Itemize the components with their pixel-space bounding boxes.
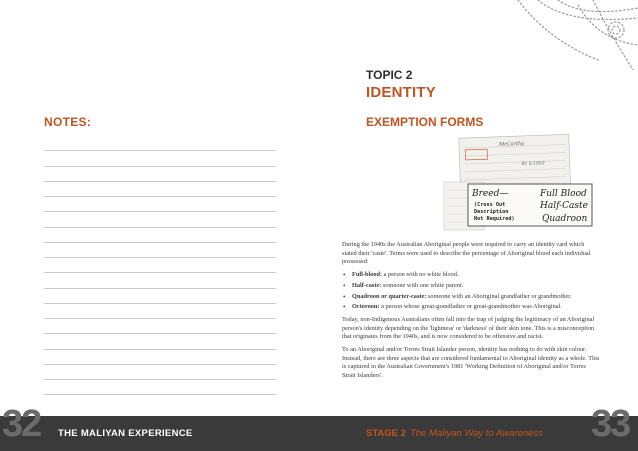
exemption-form-image: [442, 132, 594, 232]
note-line: [44, 136, 276, 151]
note-line: [44, 334, 276, 349]
note-line: [44, 258, 276, 273]
term-label: Half-caste:: [352, 281, 382, 289]
note-line: [44, 243, 276, 258]
note-line: [44, 273, 276, 288]
term-label: Octoroon:: [352, 303, 380, 311]
topic-label: TOPIC 2: [366, 68, 413, 82]
stamp-full-blood: Full Blood: [540, 189, 587, 199]
terms-list: [342, 271, 600, 312]
list-item: [342, 293, 600, 302]
stamp-half-caste: Half-Caste: [540, 201, 588, 211]
stamp-breed: Breed—: [472, 189, 509, 199]
note-line: [44, 212, 276, 227]
note-line: [44, 182, 276, 197]
note-line: [44, 304, 276, 319]
note-line: [44, 380, 276, 395]
term-definition: someone with an Aboriginal grandfather or grandmother.: [427, 292, 572, 300]
footer-book-title: THE MALIYAN EXPERIENCE: [58, 428, 193, 439]
paragraph-3: To an Aboriginal and/or Torres Strait Islander person, identity has nothing to do with skin colour. Instead, there are three aspects that are considered fundamental to Aboriginal identity as a whole. This is captured in the Australian Government's 1981 'Working Definition of Aboriginal and/or Torres Strait Islanders'.: [342, 346, 600, 380]
note-line: [44, 167, 276, 182]
stamp-cross-out: (Cross Out: [474, 202, 506, 208]
stamp-quadroon: Quadroon: [542, 214, 588, 224]
footer-stage: STAGE 2: [366, 428, 406, 439]
paragraph-2: Today, non-Indigenous Australians often fall into the trap of judging the legitimacy of an Aboriginal person's identity depending on the 'lightness' or 'darkness' of their skin tone. This is a misconception that originates from the 1940s, and is now considered to be offensive and racist.: [342, 315, 595, 341]
handwritten-name: McCarthy: [498, 140, 525, 148]
term-definition: a person with no white blood.: [383, 271, 459, 279]
right-page: [319, 0, 638, 451]
list-item: [342, 271, 600, 280]
note-line: [44, 151, 276, 166]
notes-title: NOTES:: [44, 115, 92, 129]
footer-stage-label: [366, 428, 543, 439]
topic-title: IDENTITY: [366, 84, 436, 101]
stamp-description: Description: [474, 209, 509, 215]
handwritten-number: 81 5-1953: [521, 161, 545, 168]
note-line: [44, 365, 276, 380]
intro-paragraph: During the 1940s the Australian Aboriginal people were required to carry an identity card which stated their 'caste'. Terms were used to describe the percentage of Aboriginal blood each individual possessed:: [342, 241, 591, 266]
note-lines: [44, 136, 276, 395]
body-text: [342, 241, 600, 385]
term-definition: someone with one white parent.: [382, 281, 464, 289]
page-number-right: 33: [591, 403, 630, 445]
note-line: [44, 350, 276, 365]
term-definition: a person whose great-grandfather or great-grandmother was Aboriginal.: [381, 303, 562, 311]
list-item: [342, 303, 600, 312]
note-line: [44, 228, 276, 243]
stamp-not-required: Not Required): [474, 216, 515, 222]
term-label: Full-blood:: [352, 271, 383, 279]
note-line: [44, 197, 276, 212]
note-line: [44, 289, 276, 304]
note-line: [44, 319, 276, 334]
term-label: Quadroon or quarter-caste:: [352, 292, 427, 300]
list-item: [342, 282, 600, 291]
section-title: EXEMPTION FORMS: [366, 115, 484, 129]
page-number-left: 32: [2, 403, 41, 445]
footer-subtitle: The Maliyan Way to Awareness: [409, 428, 543, 439]
decorative-dot-art: [508, 0, 638, 70]
